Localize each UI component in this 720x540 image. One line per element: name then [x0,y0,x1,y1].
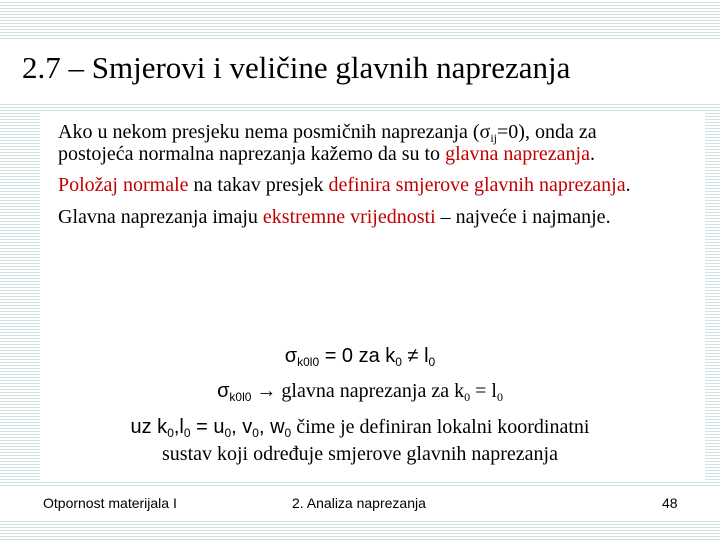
subscript: 0 [183,426,191,440]
footer-chapter: 2. Analiza naprezanja [292,495,426,511]
highlight-defines-directions: definira smjerove glavnih naprezanja [328,174,626,196]
text: = 0 za k [319,345,396,367]
text: = l [470,380,497,402]
text: =0) [497,121,525,143]
highlight-extreme-values: ekstremne vrijednosti [262,205,436,228]
paragraph-extreme-values [58,207,658,229]
formula-zero-shear [0,345,720,367]
subscript: ij [490,131,497,145]
text: Glavna naprezanja imaju [58,205,263,228]
text: , w [258,416,285,438]
subscript: 0 [252,426,259,440]
text: čime je definiran lokalni koordinatni [291,416,590,438]
subscript: 0 [428,355,436,369]
slide-body [58,122,658,228]
paragraph-shear-free [58,122,658,165]
text: . [625,174,631,196]
sigma-symbol: σ [217,380,230,402]
highlight-normal-position: Položaj normale [58,174,189,196]
text: uz k [130,416,168,438]
subscript: 0 [464,390,471,404]
text: . [589,142,595,165]
formula-coordinate-system [0,416,720,438]
text: ,l [173,416,184,438]
subscript: k0l0 [229,390,252,404]
sigma-symbol: σ [284,345,298,367]
footer-page-number: 48 [662,495,678,511]
text: → glavna naprezanja za k [251,380,465,402]
highlight-principal-stresses: glavna naprezanja [445,142,590,165]
text: = u [190,416,225,438]
text: na takav presjek [188,174,329,196]
text: , v [231,416,253,438]
subscript: 0 [395,355,402,369]
text: ≠ l [401,345,429,367]
paragraph-normal-position [58,175,658,197]
subscript: 0 [224,426,232,440]
subscript: 0 [167,426,174,440]
formula-principal [0,380,720,402]
subscript: k0l0 [297,355,320,369]
formula-coordinate-system-line2: sustav koji određuje smjerove glavnih naprezanja [162,443,558,465]
footer-course: Otpornost materijala I [43,495,177,511]
text: – najveće i najmanje. [435,205,611,228]
subscript: 0 [284,426,292,440]
text: Ako u nekom presjeku nema posmičnih naprezanja (σ [58,121,491,143]
slide-title: 2.7 – Smjerovi i veličine glavnih naprezanja [22,50,571,85]
text: , onda za postojeća normalna naprezanja kažemo da su to [58,121,597,165]
subscript: 0 [496,390,503,404]
